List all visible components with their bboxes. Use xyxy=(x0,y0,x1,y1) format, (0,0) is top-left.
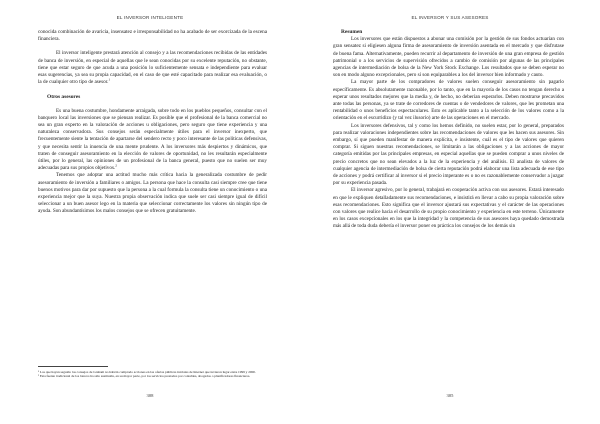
left-paragraph-2 xyxy=(38,50,267,86)
left-paragraph-4: Tenemos que adoptar una actitud mucho más crítica hacia la generalizada costumbre de pedir asesoramiento de inversión a familiares o amigos. La persona que hace la consulta casi siempre cree que tiene buenos motivos para dar por supuesto que la persona a la cual formula la consulta tiene un conocimiento o una experiencia mejor que la suya. Nuestra propia observación indica que suele ser casi siempre igual de difícil seleccionar a un buen asesor lego en la materia que seleccionar correctamente los valores sin ningún tipo de ayuda. Son abundantísimos los malos consejos que se ofrecen gratuitamente. xyxy=(38,172,267,215)
right-paragraph-4: El inversor agresivo, por lo general, trabajará en cooperación activa con sus asesores. Estará interesado en que le expliquen detalladamente sus recomendaciones, e insistirá en llevar a cabo su propia valoración sobre esas recomendaciones. Esto significa que el inversor ajustará sus expectativas y el carácter de las operaciones con valores que realice hacia el desarrollo de su propio conocimiento y experiencia en este terreno. Únicamente en los casos excepcionales en los que la integridad y la competencia de sus asesores haya quedado demostrada más allá de toda duda debería el inversor poner en práctica los consejos de los demás sin xyxy=(333,187,564,230)
left-paragraph-1: conocida combinación de avaricia, insensatez e irresponsabilidad no ha acabado de ser exorcizada de la escena financiera. xyxy=(38,29,267,43)
section-heading-otros-asesores: Otros asesores xyxy=(47,94,81,101)
page-number-right: 305 xyxy=(446,393,454,398)
section-heading-resumen: Resumen xyxy=(341,29,363,35)
left-paragraph-2-text: El inversor inteligente prestará atención al consejo y a las recomendaciones recibidas de las entidades de banca de inversión, en especial de aquellas que le sean conocidas por su excelente reputación, no obstante, tiene que estar seguro de que acuda a una posición lo suficientemente sensata e independiente para evaluar esas sugerencias, ya sea su propia capacidad, en el caso de que esté capacitado para realizar esa evaluación, o la de cualquier otro tipo de asesor. xyxy=(38,50,267,86)
footnote-ref-2: 2 xyxy=(115,163,117,168)
right-paragraph-2: La mayor parte de los compradores de valores suelen conseguir asesoramiento sin pagarlo específicamente. Es absolutamente razonable, por lo tanto, que en la mayoría de los casos no tengan derecho a esperar unos resultados mejores que la media y, de hecho, no deberían esperarlos. Deben mostrarse precavidos ante todas las personas, ya se trate de corredores de cuentas o de vendedores de valores, que les prometan una rentabilidad o unos beneficios espectaculares. Esto es aplicable tanto a la selección de los valores como a la orientación en el escurridizo (y tal vez ilusorio) arte de las operaciones en el mercado. xyxy=(333,79,564,122)
footnote-rule xyxy=(38,366,108,367)
left-paragraph-3 xyxy=(38,108,267,173)
footnote-1: ¹ Los que hayan seguido los consejos de Graham no habrán comprado acciones en las ofertas públicas iniciales de Internet que tuvieron lugar entre 1999 y 2000. xyxy=(38,370,256,374)
running-head-left: EL INVERSOR INTELIGENTE xyxy=(116,15,184,20)
right-paragraph-3: Los inversores defensivos, tal y como los hemos definido, no suelen estar, por lo general, preparados para realizar valoraciones independientes sobre las recomendaciones de valores que les hacen sus asesores. Sin embargo, sí que pueden manifestar de manera explícita, e insistente, cuál es el tipo de valores que quieren comprar. Si siguen nuestras recomendaciones, se limitarán a las obligaciones y a las acciones de mayor categoría emitidas por las principales empresas, en especial aquellas que se pueden comprar a unos niveles de precio concretos que no sean elevados a la luz de la experiencia y del análisis. El analista de valores de cualquier agencia de intermediación de bolsa de cierta reputación podrá elaborar una lista adecuada de ese tipo de acciones y podrá certificar al inversor si el precio imperante es o no es razonablemente conservador a juzgar por su experiencia pasada. xyxy=(333,122,564,187)
right-paragraph-1: Los inversores que están dispuestos a abonar una comisión por la gestión de sus fondos actuarían con gran sensatez si eligiesen alguna firma de asesoramiento de inversión asentada en el mercado y que disfrutase de buena fama. Alternativamente, pueden recurrir al departamento de inversión de una gran empresa de gestión patrimonial o a los servicios de supervisión ofrecidos a cambio de comisión por algunas de las principales agencias de intermediación de bolsa de la New York Stock Exchange. Los resultados que se deben esperar no son en modo alguno excepcionales, pero sí son equiparables a los del inversor bien informado y cauto. xyxy=(333,36,564,79)
right-page xyxy=(300,0,600,424)
running-head-right: EL INVERSOR Y SUS ASESORES xyxy=(411,15,489,20)
page-number-left: 308 xyxy=(146,393,154,398)
left-page-body xyxy=(38,29,267,216)
left-paragraph-3-text: Es una buena costumbre, hondamente arraigada, sobre todo en los pueblos pequeños, consultar con el banquero local las inversiones que se piensan realizar. Es posible que el profesional de la banca comercial no sea un gran experto en la valoración de acciones u obligaciones, pero seguro que tiene experiencia y una naturaleza conservadora. Sus consejos serán especialmente útiles para el inversor inexperto, que frecuentemente siente la tentación de apartarse del sendero recto y poco interesante de las políticas defensivas, y que necesita sentir la inuencia de una mente prudente. A los inversores más despiertos y dinámicos, que traten de conseguir asesoramiento en la elección de valores de oportunidad, no les resultarán especialmente útiles, por lo general, las opiniones de un profesional de la banca general, puesto que no suelen ser muy adecuadas para sus propios objetivos. xyxy=(38,107,267,172)
footnotes xyxy=(38,366,267,379)
footnote-2: ² Esta fuente tradicional de los bancos ha sido sustituida, en su mayor parte, por los servicios prestados por contables, abogados o planificadores financieros. xyxy=(38,374,251,379)
footnote-ref-1: 1 xyxy=(108,77,111,82)
right-page-body xyxy=(333,29,564,231)
